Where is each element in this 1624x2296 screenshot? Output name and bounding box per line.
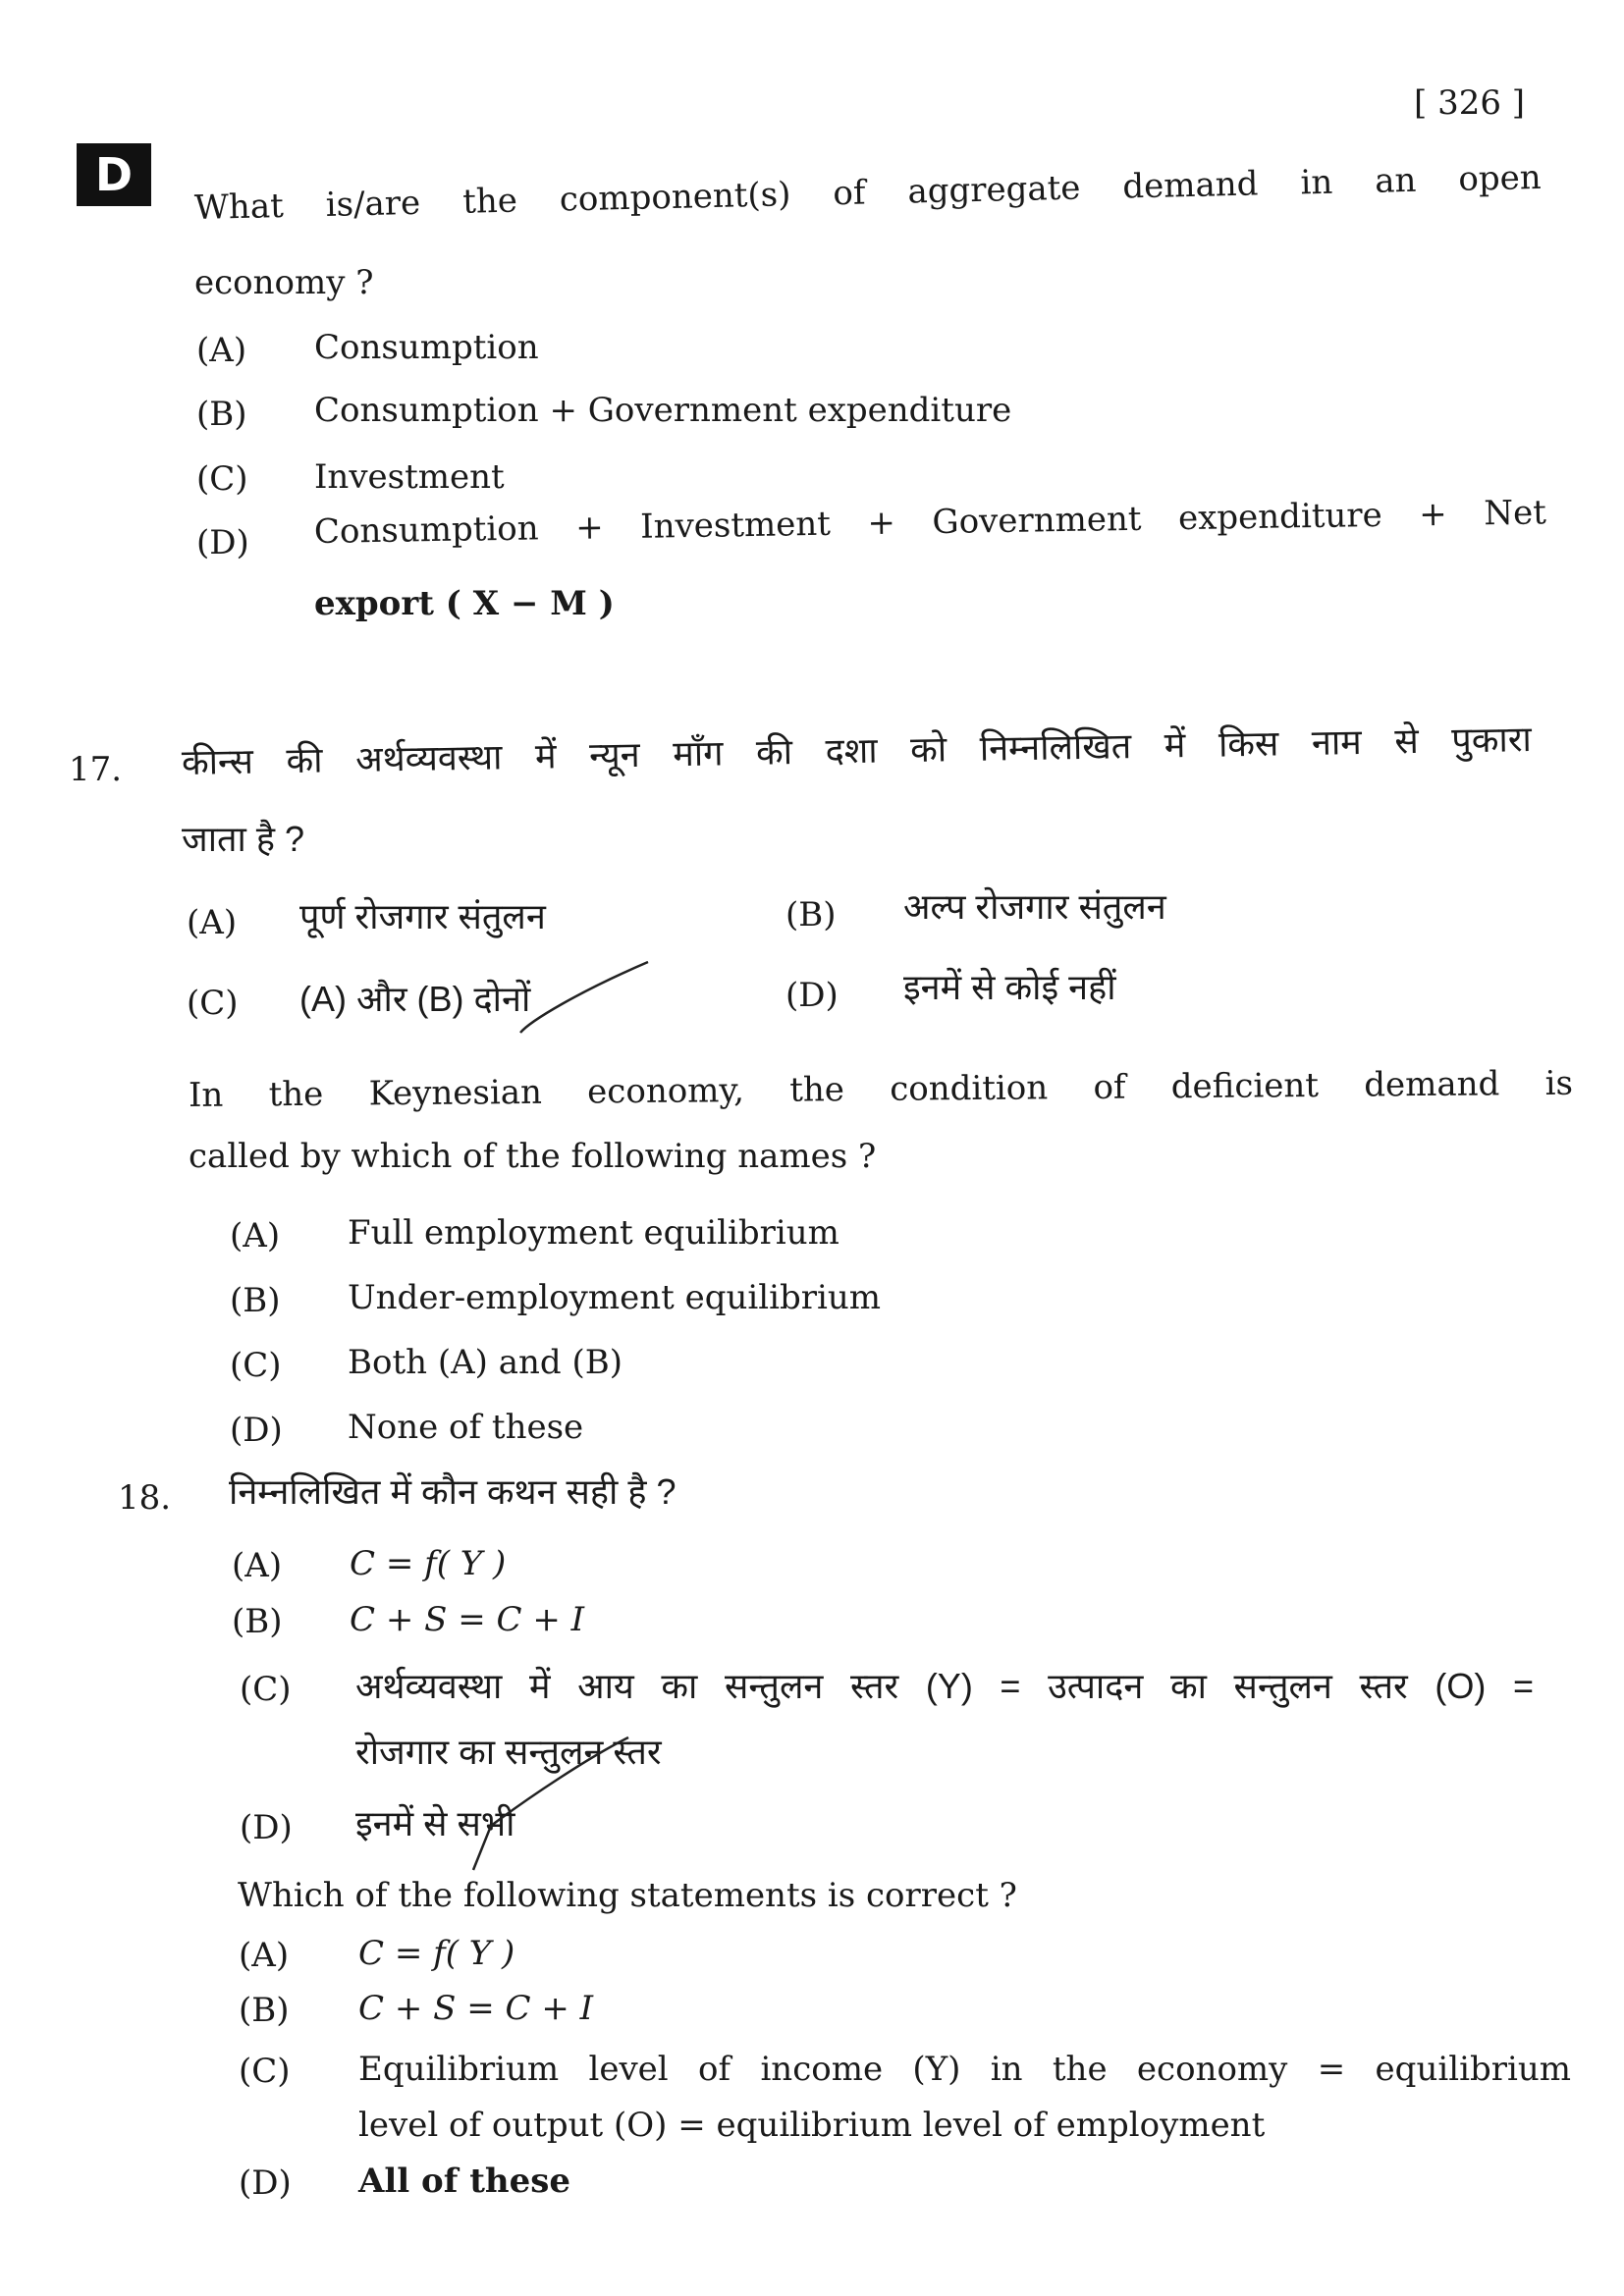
option-label: (A)	[196, 331, 247, 370]
option-label: (B)	[239, 1991, 290, 2030]
option-label: (A)	[187, 903, 238, 942]
question-number: 17.	[69, 750, 123, 789]
question-text-hindi: निम्नलिखित में कौन कथन सही है ?	[229, 1471, 677, 1512]
option-text: Full employment equilibrium	[348, 1213, 839, 1253]
option-text: C + S = C + I	[350, 1600, 585, 1639]
question-text-hindi: कीन्स की अर्थव्यवस्था में न्यून माँग की दशा को निम्नलिखित में किस नाम से पुकारा	[181, 719, 1533, 782]
option-text-hindi: पूर्ण रोजगार संतुलन	[299, 896, 546, 936]
tick-mark-q17	[520, 962, 648, 1033]
option-text: Consumption + Investment + Government expenditure + Net	[313, 493, 1547, 552]
option-text: C = f( Y )	[358, 1934, 515, 1973]
option-label: (C)	[230, 1346, 282, 1385]
option-text: None of these	[348, 1408, 584, 1447]
page-number: [ 326 ]	[1414, 83, 1526, 123]
question-number: 18.	[118, 1478, 172, 1518]
question-text: What is/are the component(s) of aggregate demand in an open	[193, 157, 1543, 228]
option-label: (B)	[230, 1281, 281, 1320]
question-text-english: In the Keynesian economy, the condition of deficient demand is	[188, 1063, 1574, 1115]
option-label: (C)	[187, 984, 239, 1023]
option-text: Equilibrium level of income (Y) in the economy = equilibrium	[358, 2050, 1571, 2089]
option-label: (D)	[239, 2163, 292, 2203]
option-text: Investment	[314, 457, 505, 497]
question-text-hindi: जाता है ?	[182, 819, 305, 859]
option-label: (D)	[785, 976, 839, 1015]
option-label: (B)	[196, 395, 247, 434]
option-label: (C)	[239, 2052, 291, 2091]
option-text-hindi: (A) और (B) दोनों	[299, 979, 531, 1019]
question-text: economy ?	[194, 263, 374, 302]
option-label: (D)	[240, 1808, 293, 1847]
option-text: export ( X − M )	[314, 584, 615, 623]
option-text-hindi: अल्प रोजगार संतुलन	[903, 886, 1166, 927]
option-text: All of these	[358, 2162, 571, 2201]
option-text: C = f( Y )	[350, 1544, 507, 1583]
question-text-english: called by which of the following names ?	[189, 1137, 877, 1176]
option-text: level of output (O) = equilibrium level of employment	[358, 2106, 1266, 2145]
option-text-hindi: इनमें से कोई नहीं	[903, 967, 1116, 1007]
set-badge: D	[77, 143, 151, 206]
option-text: Under-employment equilibrium	[348, 1278, 882, 1317]
option-text-hindi: रोजगार का सन्तुलन स्तर	[355, 1732, 662, 1772]
option-text: Both (A) and (B)	[348, 1343, 623, 1382]
option-label: (B)	[232, 1602, 283, 1641]
option-text: C + S = C + I	[358, 1989, 594, 2028]
option-label: (C)	[240, 1670, 292, 1709]
option-text-hindi: इनमें से सभी	[355, 1803, 515, 1843]
option-label: (A)	[239, 1936, 290, 1975]
option-label: (B)	[785, 895, 837, 934]
option-label: (A)	[230, 1216, 281, 1255]
question-text-english: Which of the following statements is correct ?	[238, 1876, 1017, 1915]
option-label: (A)	[232, 1546, 283, 1585]
option-label: (D)	[196, 523, 249, 562]
option-label: (C)	[196, 459, 248, 499]
option-text-hindi: अर्थव्यवस्था में आय का सन्तुलन स्तर (Y) = उत्पादन का सन्तुलन स्तर (O) =	[355, 1666, 1534, 1706]
option-text: Consumption	[314, 328, 539, 367]
option-text: Consumption + Government expenditure	[314, 391, 1012, 430]
option-label: (D)	[230, 1411, 283, 1450]
